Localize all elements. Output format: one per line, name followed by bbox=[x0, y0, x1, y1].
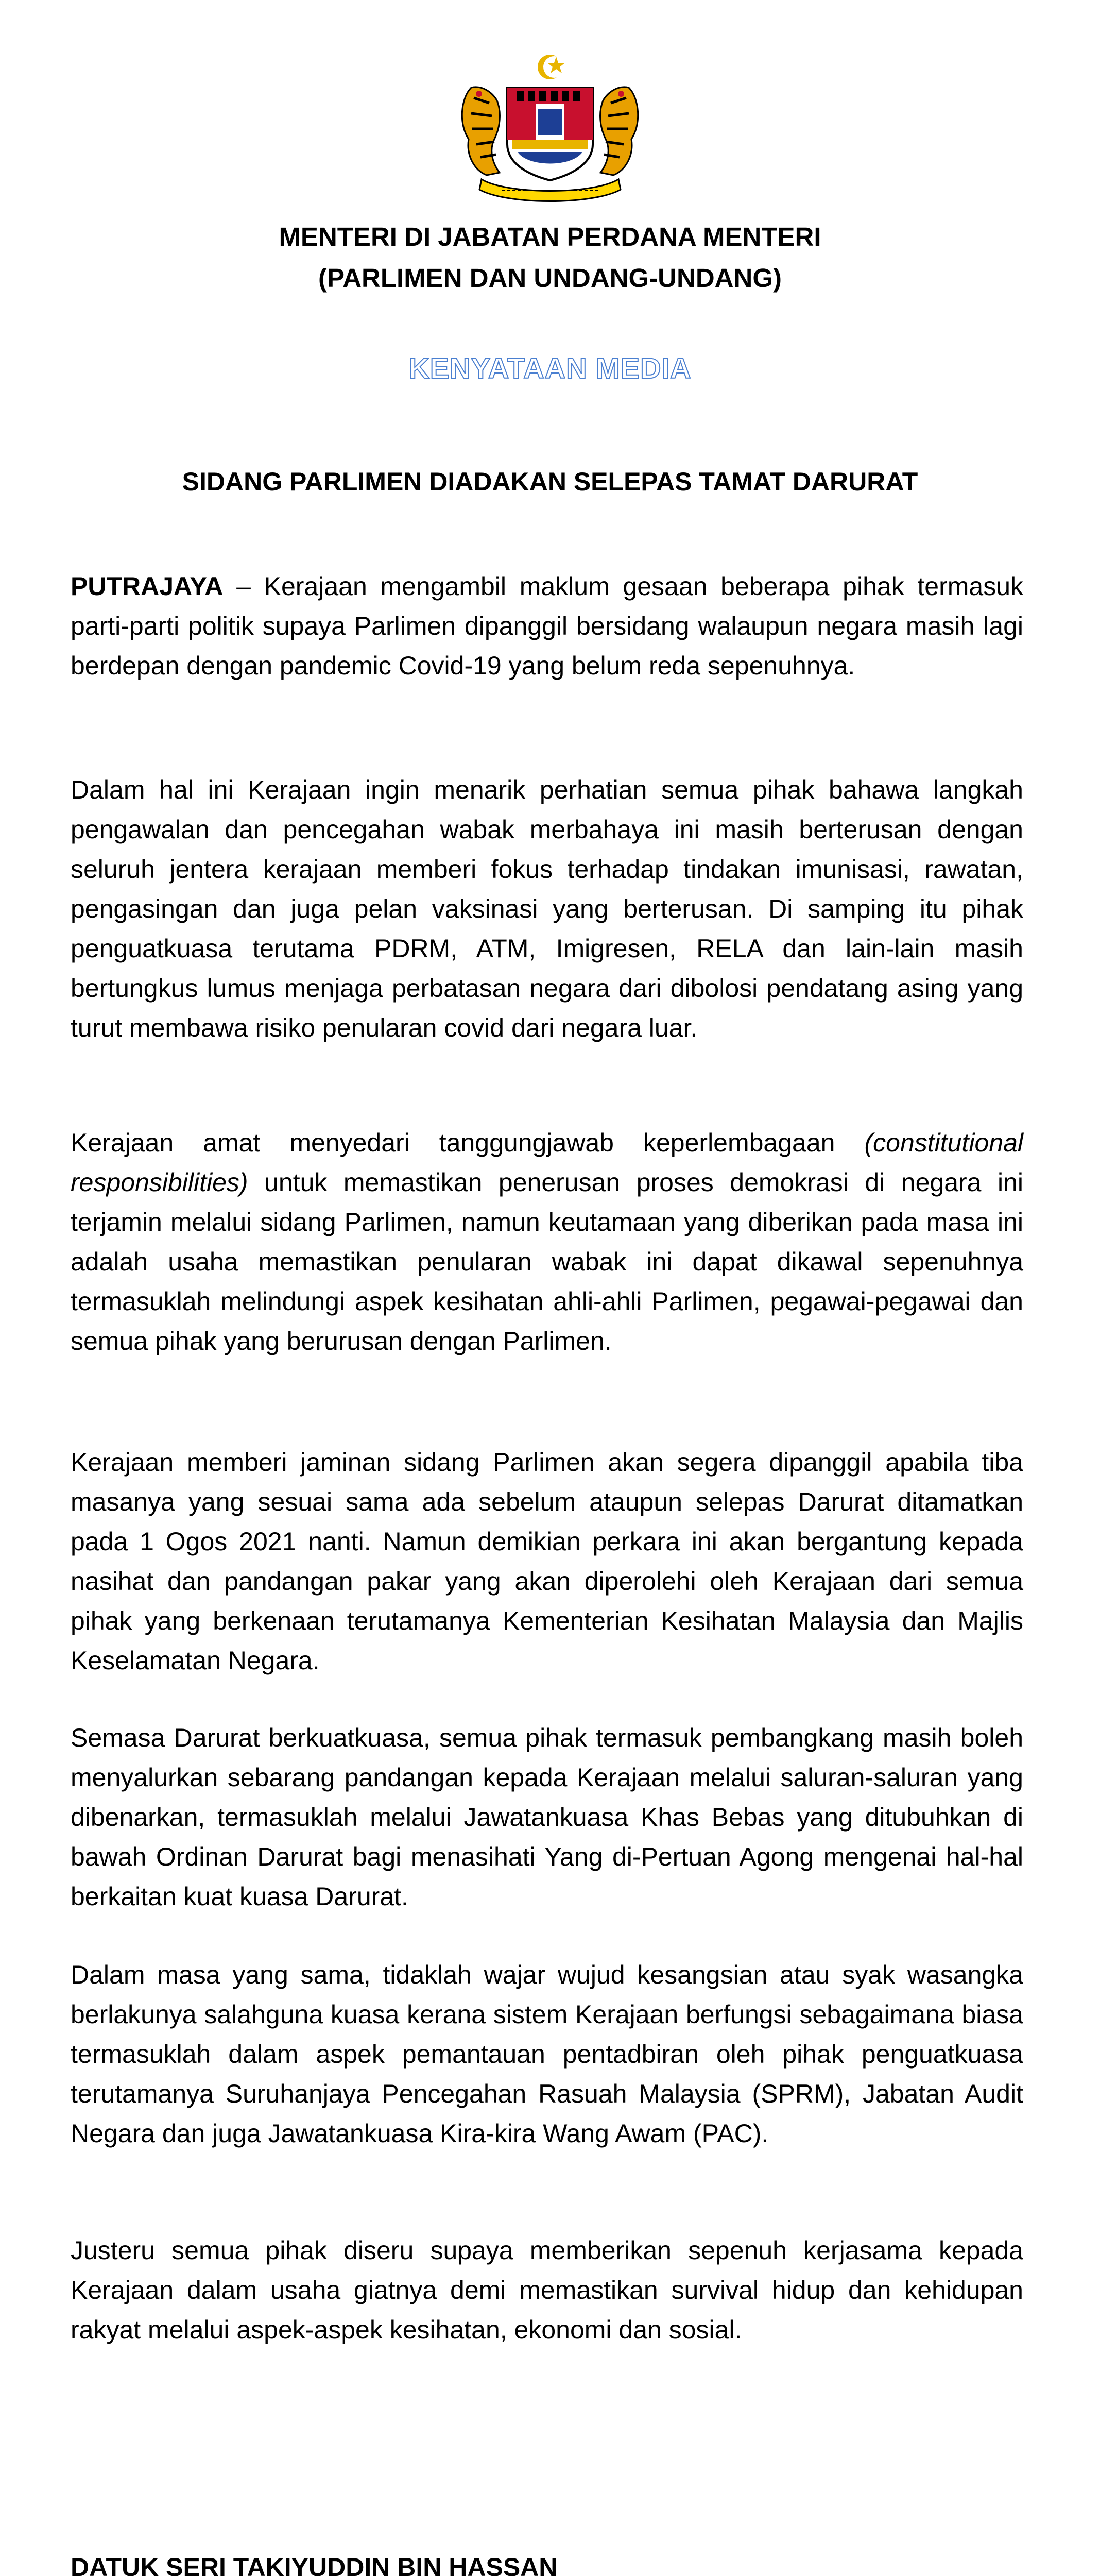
paragraph-1 bbox=[71, 567, 1023, 686]
media-statement-label: KENYATAAN MEDIA bbox=[408, 352, 692, 384]
statement-headline: SIDANG PARLIMEN DIADAKAN SELEPAS TAMAT DARURAT bbox=[182, 467, 918, 496]
paragraph-2: Dalam hal ini Kerajaan ingin menarik perhatian semua pihak bahawa langkah pengawalan dan pencegahan wabak merbahaya ini masih berterusan dengan seluruh jentera kerajaan memberi fokus terhadap tindakan imunisasi, rawatan, pengasingan dan juga pelan vaksinasi yang berterusan. Di samping itu pihak penguatkuasa terutama PDRM, ATM, Imigresen, RELA dan lain-lain masih bertungkus lumus menjaga perbatasan negara dari dibolosi pendatang asing yang turut membawa risiko penularan covid dari negara luar. bbox=[71, 775, 1023, 1042]
dateline: PUTRAJAYA bbox=[71, 572, 224, 601]
paragraph-3-italic: (constitutional responsibilities) bbox=[71, 1128, 1023, 1197]
paragraph-3-text-start: Kerajaan amat menyedari tanggungjawab keperlembagaan bbox=[71, 1128, 865, 1157]
paragraph-5: Semasa Darurat berkuatkuasa, semua pihak termasuk pembangkang masih boleh menyalurkan sebarang pandangan kepada Kerajaan melalui saluran-saluran yang dibenarkan, termasuklah melalui Jawatankuasa Khas Bebas yang ditubuhkan di bawah Ordinan Darurat bagi menasihati Yang di-Pertuan Agong mengenai hal-hal berkaitan kuat kuasa Darurat. bbox=[71, 1723, 1023, 1911]
paragraph-6: Dalam masa yang sama, tidaklah wajar wujud kesangsian atau syak wasangka berlakunya salahguna kuasa kerana sistem Kerajaan berfungsi sebagaimana biasa termasuklah dalam aspek pemantauan pentadbiran oleh pihak penguatkuasa terutamanya Suruhanjaya Pencegahan Rasuah Malaysia (SPRM), Jabatan Audit Negara dan juga Jawatankuasa Kira-kira Wang Awam (PAC). bbox=[71, 1960, 1023, 2148]
paragraph-4: Kerajaan memberi jaminan sidang Parlimen akan segera dipanggil apabila tiba masanya yang sesuai sama ada sebelum ataupun selepas Darurat ditamatkan pada 1 Ogos 2021 nanti. Namun demikian perkara ini akan bergantung kepada nasihat dan pandangan pakar yang akan diperolehi oleh Kerajaan dari semua pihak yang berkenaan terutamanya Kementerian Kesihatan Malaysia dan Majlis Keselamatan Negara. bbox=[71, 1448, 1023, 1675]
minister-title: MENTERI DI JABATAN PERDANA MENTERI bbox=[279, 222, 821, 251]
ministry-portfolio: (PARLIMEN DAN UNDANG-UNDANG) bbox=[318, 263, 782, 293]
paragraph-3-text-rest: untuk memastikan penerusan proses demokrasi di negara ini terjamin melalui sidang Parlimen, namun keutamaan yang diberikan pada masa ini adalah usaha memastikan penularan wabak ini dapat dikawal sepenuhnya termasuklah melindungi aspek kesihatan ahli-ahli Parlimen, pegawai-pegawai dan semua pihak yang berurusan dengan Parlimen. bbox=[71, 1168, 1023, 1355]
coat-of-arms-icon bbox=[451, 52, 649, 206]
paragraph-1-text: – Kerajaan mengambil maklum gesaan beberapa pihak termasuk parti-parti politik supaya Parlimen dipanggil bersidang walaupun negara masih lagi berdepan dengan pandemic Covid-19 yang belum reda sepenuhnya. bbox=[71, 572, 1023, 680]
paragraph-3 bbox=[71, 1123, 1023, 1361]
signatory-name: DATUK SERI TAKIYUDDIN BIN HASSAN bbox=[71, 2553, 558, 2576]
paragraph-7: Justeru semua pihak diseru supaya memberikan sepenuh kerjasama kepada Kerajaan dalam usaha giatnya demi memastikan survival hidup dan kehidupan rakyat melalui aspek-aspek kesihatan, ekonomi dan sosial. bbox=[71, 2236, 1023, 2344]
